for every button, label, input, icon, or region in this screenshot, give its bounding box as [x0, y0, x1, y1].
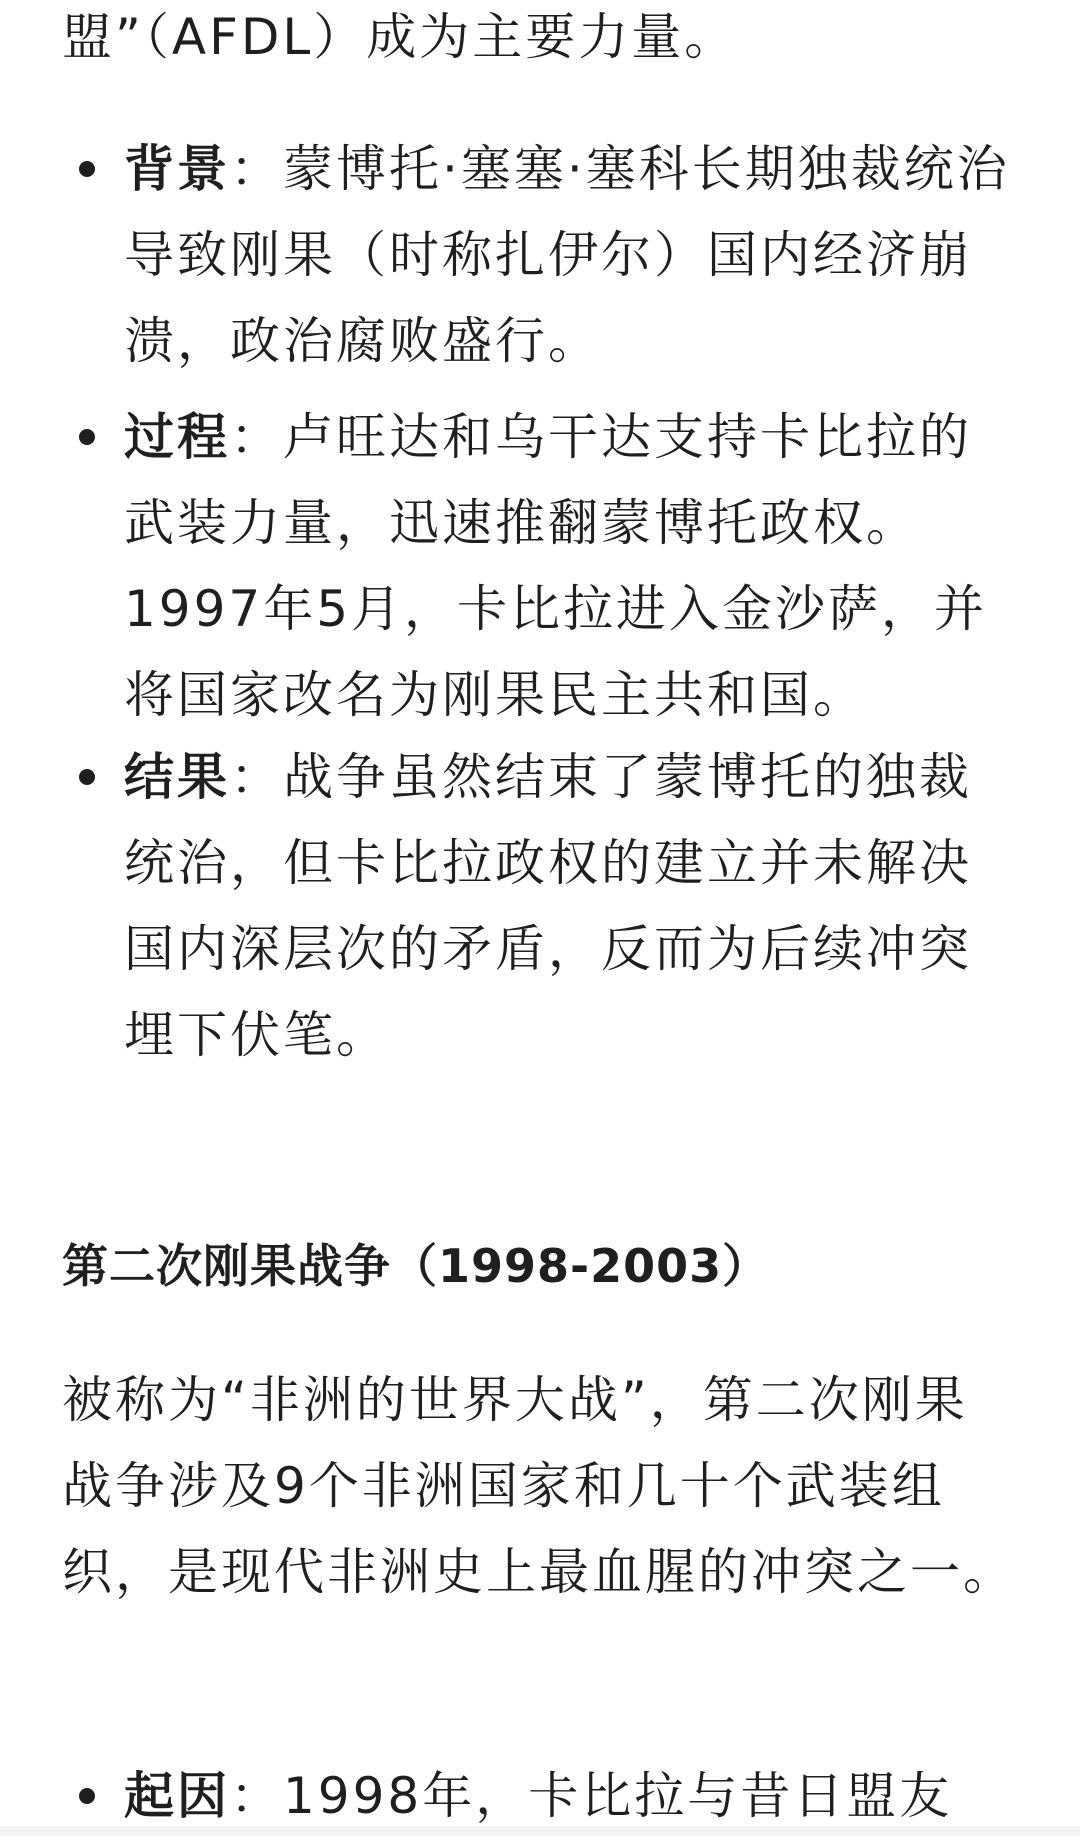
bullet-body: 战争虽然结束了蒙博托的独裁统治，但卡比拉政权的建立并未解决国内深层次的矛盾，反而为后续冲突埋下伏笔。	[124, 748, 972, 1064]
bullet-term: 背景	[124, 140, 230, 198]
bullet-body: 蒙博托·塞塞·塞科长期独裁统治导致刚果（时称扎伊尔）国内经济崩溃，政治腐败盛行。	[124, 140, 1010, 370]
bullet-dot	[79, 769, 95, 785]
bullet-dot	[79, 161, 95, 177]
bullet-term: 结果	[124, 748, 230, 806]
section-paragraph: 被称为“非洲的世界大战”，第二次刚果战争涉及9个非洲国家和几十个武装组织，是现代非洲史上最血腥的冲突之一。	[62, 1371, 1016, 1601]
bullet-paragraph	[124, 734, 1024, 1078]
bullet-separator: ：	[230, 748, 283, 806]
bullet-paragraph	[124, 394, 1024, 738]
section-heading: 第二次刚果战争（1998-2003）	[62, 1239, 770, 1293]
bullet-dot	[79, 1788, 95, 1804]
bullet-separator: ：	[230, 140, 283, 198]
intro-fragment: 盟”（AFDL）成为主要力量。	[62, 8, 738, 66]
bullet-dot	[79, 429, 95, 445]
bullet-body: 1998年，卡比拉与昔日盟友	[283, 1767, 953, 1825]
bullet-paragraph	[124, 1753, 1024, 1836]
bullet-separator: ：	[230, 1767, 283, 1825]
bullet-separator: ：	[230, 408, 283, 466]
bullet-body: 卢旺达和乌干达支持卡比拉的武装力量，迅速推翻蒙博托政权。1997年5月，卡比拉进入金沙萨，并将国家改名为刚果民主共和国。	[124, 408, 988, 724]
bullet-term: 过程	[124, 408, 230, 466]
bullet-paragraph	[124, 126, 1024, 384]
bottom-edge-strip	[0, 1826, 1080, 1836]
bullet-term: 起因	[124, 1767, 230, 1825]
